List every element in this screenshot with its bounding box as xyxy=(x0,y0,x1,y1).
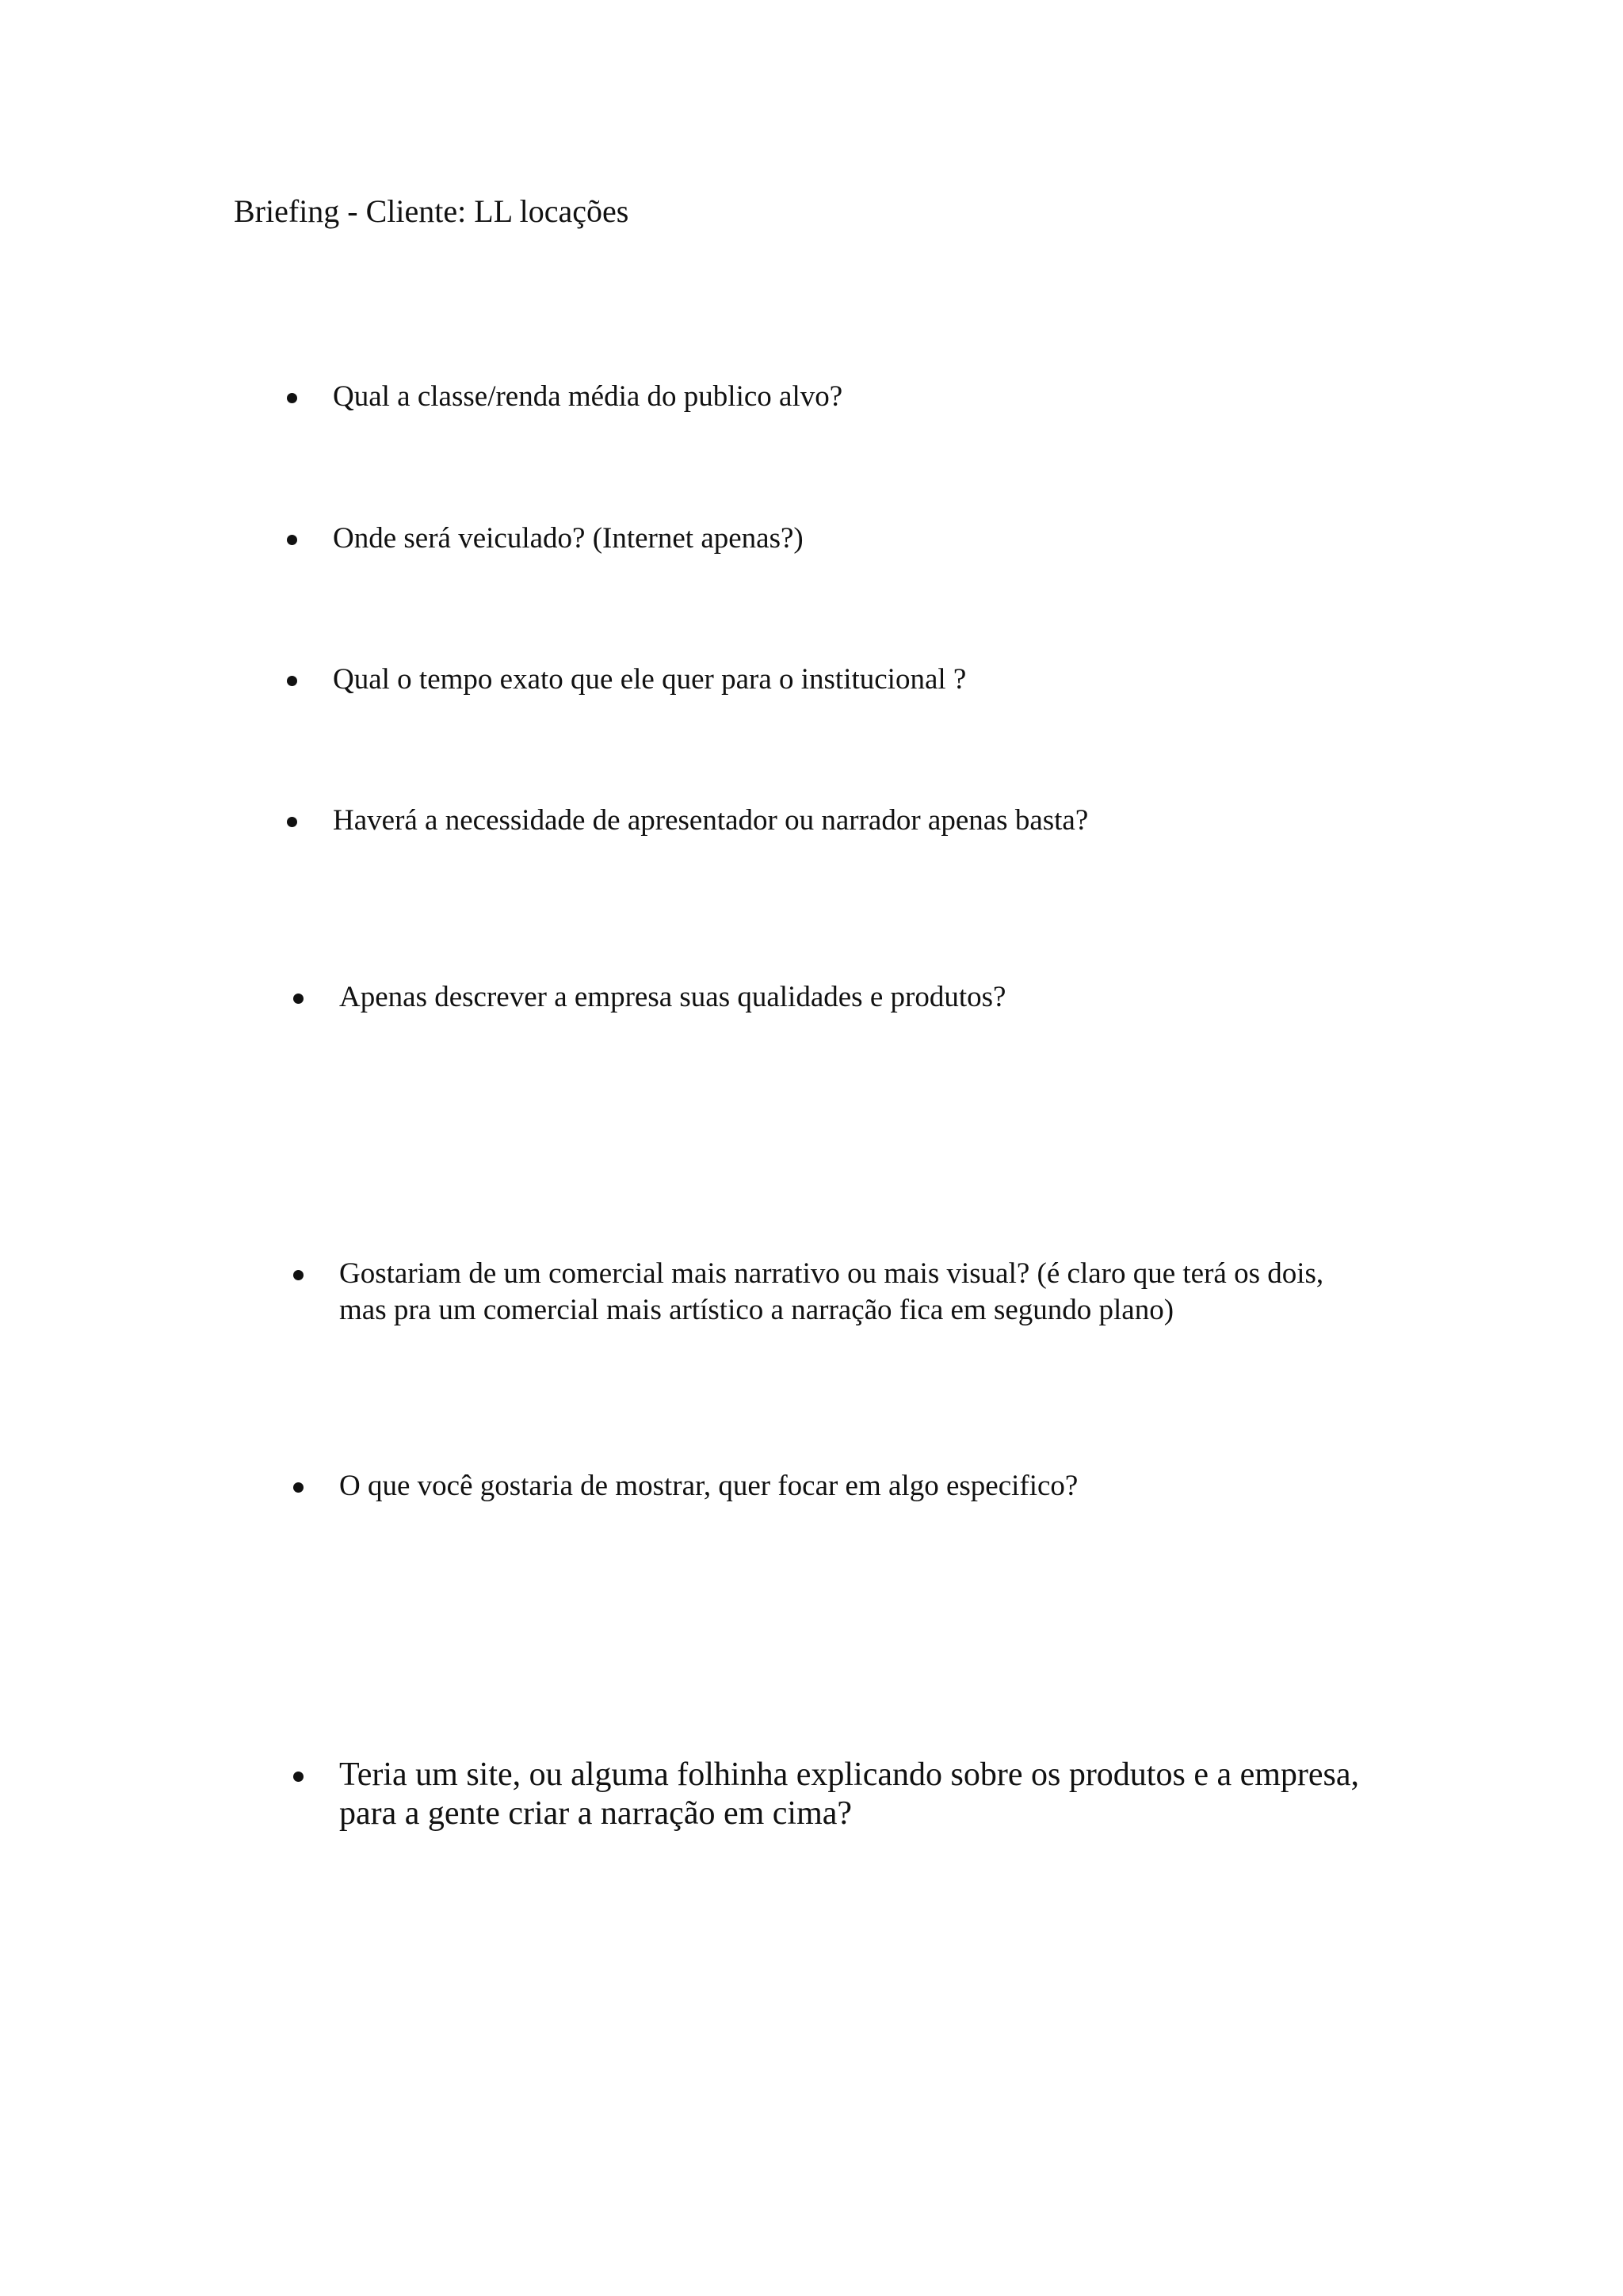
question-text-line-2: para a gente criar a narração em cima? xyxy=(339,1795,853,1832)
bullet-icon xyxy=(293,1772,304,1782)
question-text-line-1: Teria um site, ou alguma folhinha explicando sobre os produtos e a empresa, xyxy=(339,1756,1360,1793)
question-text: Apenas descrever a empresa suas qualidades e produtos? xyxy=(339,981,1006,1013)
question-text: O que você gostaria de mostrar, quer focar em algo especifico? xyxy=(339,1470,1079,1502)
question-text-line-2: mas pra um comercial mais artístico a narração fica em segundo plano) xyxy=(339,1294,1174,1326)
bullet-icon xyxy=(287,535,297,545)
bullet-icon xyxy=(287,817,297,827)
document-title: Briefing - Cliente: LL locações xyxy=(234,193,629,229)
bullet-icon xyxy=(287,676,297,686)
bullet-icon xyxy=(293,1482,304,1493)
question-text: Qual a classe/renda média do publico alvo? xyxy=(333,380,843,413)
bullet-icon xyxy=(293,1270,304,1280)
bullet-icon xyxy=(287,393,297,403)
question-text: Qual o tempo exato que ele quer para o institucional ? xyxy=(333,663,967,696)
question-text: Haverá a necessidade de apresentador ou narrador apenas basta? xyxy=(333,804,1089,837)
question-text-line-1: Gostariam de um comercial mais narrativo ou mais visual? (é claro que terá os dois, xyxy=(339,1257,1324,1290)
question-text: Onde será veiculado? (Internet apenas?) xyxy=(333,522,804,555)
bullet-icon xyxy=(293,994,304,1004)
